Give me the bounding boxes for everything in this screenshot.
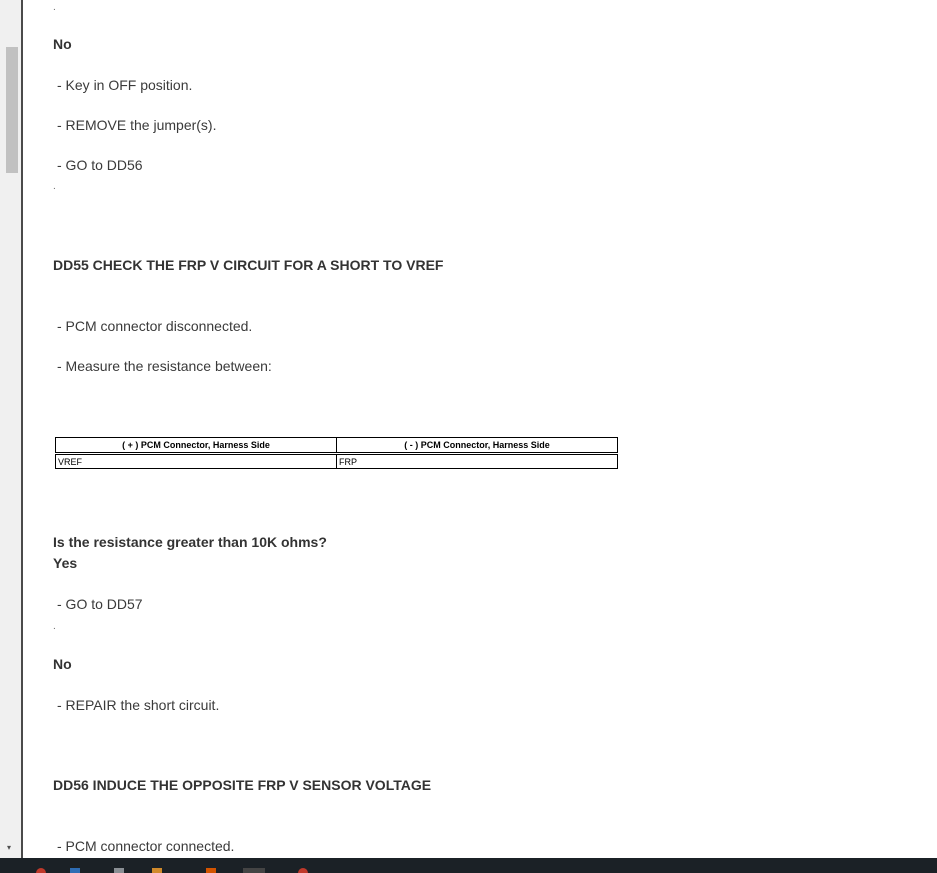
section-heading-dd55: DD55 CHECK THE FRP V CIRCUIT FOR A SHORT TO VREF: [53, 257, 444, 273]
step-item: - Key in OFF position.: [57, 77, 193, 93]
table-header: ( + ) PCM Connector, Harness Side: [56, 438, 337, 454]
step-item: - PCM connector connected.: [57, 838, 235, 854]
table-cell: VREF: [56, 454, 337, 469]
no-label: No: [53, 656, 72, 672]
vertical-scrollbar[interactable]: [0, 0, 21, 858]
window-icon[interactable]: [70, 868, 80, 873]
step-item: - GO to DD57: [57, 596, 143, 612]
folder-icon[interactable]: [152, 868, 162, 873]
app2-icon[interactable]: [243, 868, 265, 873]
step-item: - REPAIR the short circuit.: [57, 697, 220, 713]
question-text: Is the resistance greater than 10K ohms?: [53, 534, 327, 550]
step-item: - REMOVE the jumper(s).: [57, 117, 217, 133]
scroll-down-arrow-icon[interactable]: ▾: [7, 843, 12, 852]
section-heading-dd56: DD56 INDUCE THE OPPOSITE FRP V SENSOR VOLTAGE: [53, 777, 432, 793]
table-row: [56, 454, 618, 469]
step-item: - GO to DD56: [57, 157, 143, 173]
table-cell: FRP: [337, 454, 618, 469]
separator-dot: .: [53, 621, 56, 632]
step-item: - PCM connector disconnected.: [57, 318, 253, 334]
taskbar: [0, 858, 937, 873]
no-label: No: [53, 36, 72, 52]
media-icon[interactable]: [206, 868, 216, 873]
separator-dot: .: [53, 2, 56, 13]
app-icon[interactable]: [114, 868, 124, 873]
browser-icon[interactable]: [36, 868, 46, 873]
separator-dot: .: [53, 181, 56, 192]
document-content: [23, 0, 937, 858]
yes-label: Yes: [53, 555, 78, 571]
chrome-icon[interactable]: [298, 868, 308, 873]
table-header: ( - ) PCM Connector, Harness Side: [337, 438, 618, 454]
connector-table: [55, 437, 618, 469]
scrollbar-thumb[interactable]: [6, 47, 18, 173]
step-item: - Measure the resistance between:: [57, 358, 272, 374]
